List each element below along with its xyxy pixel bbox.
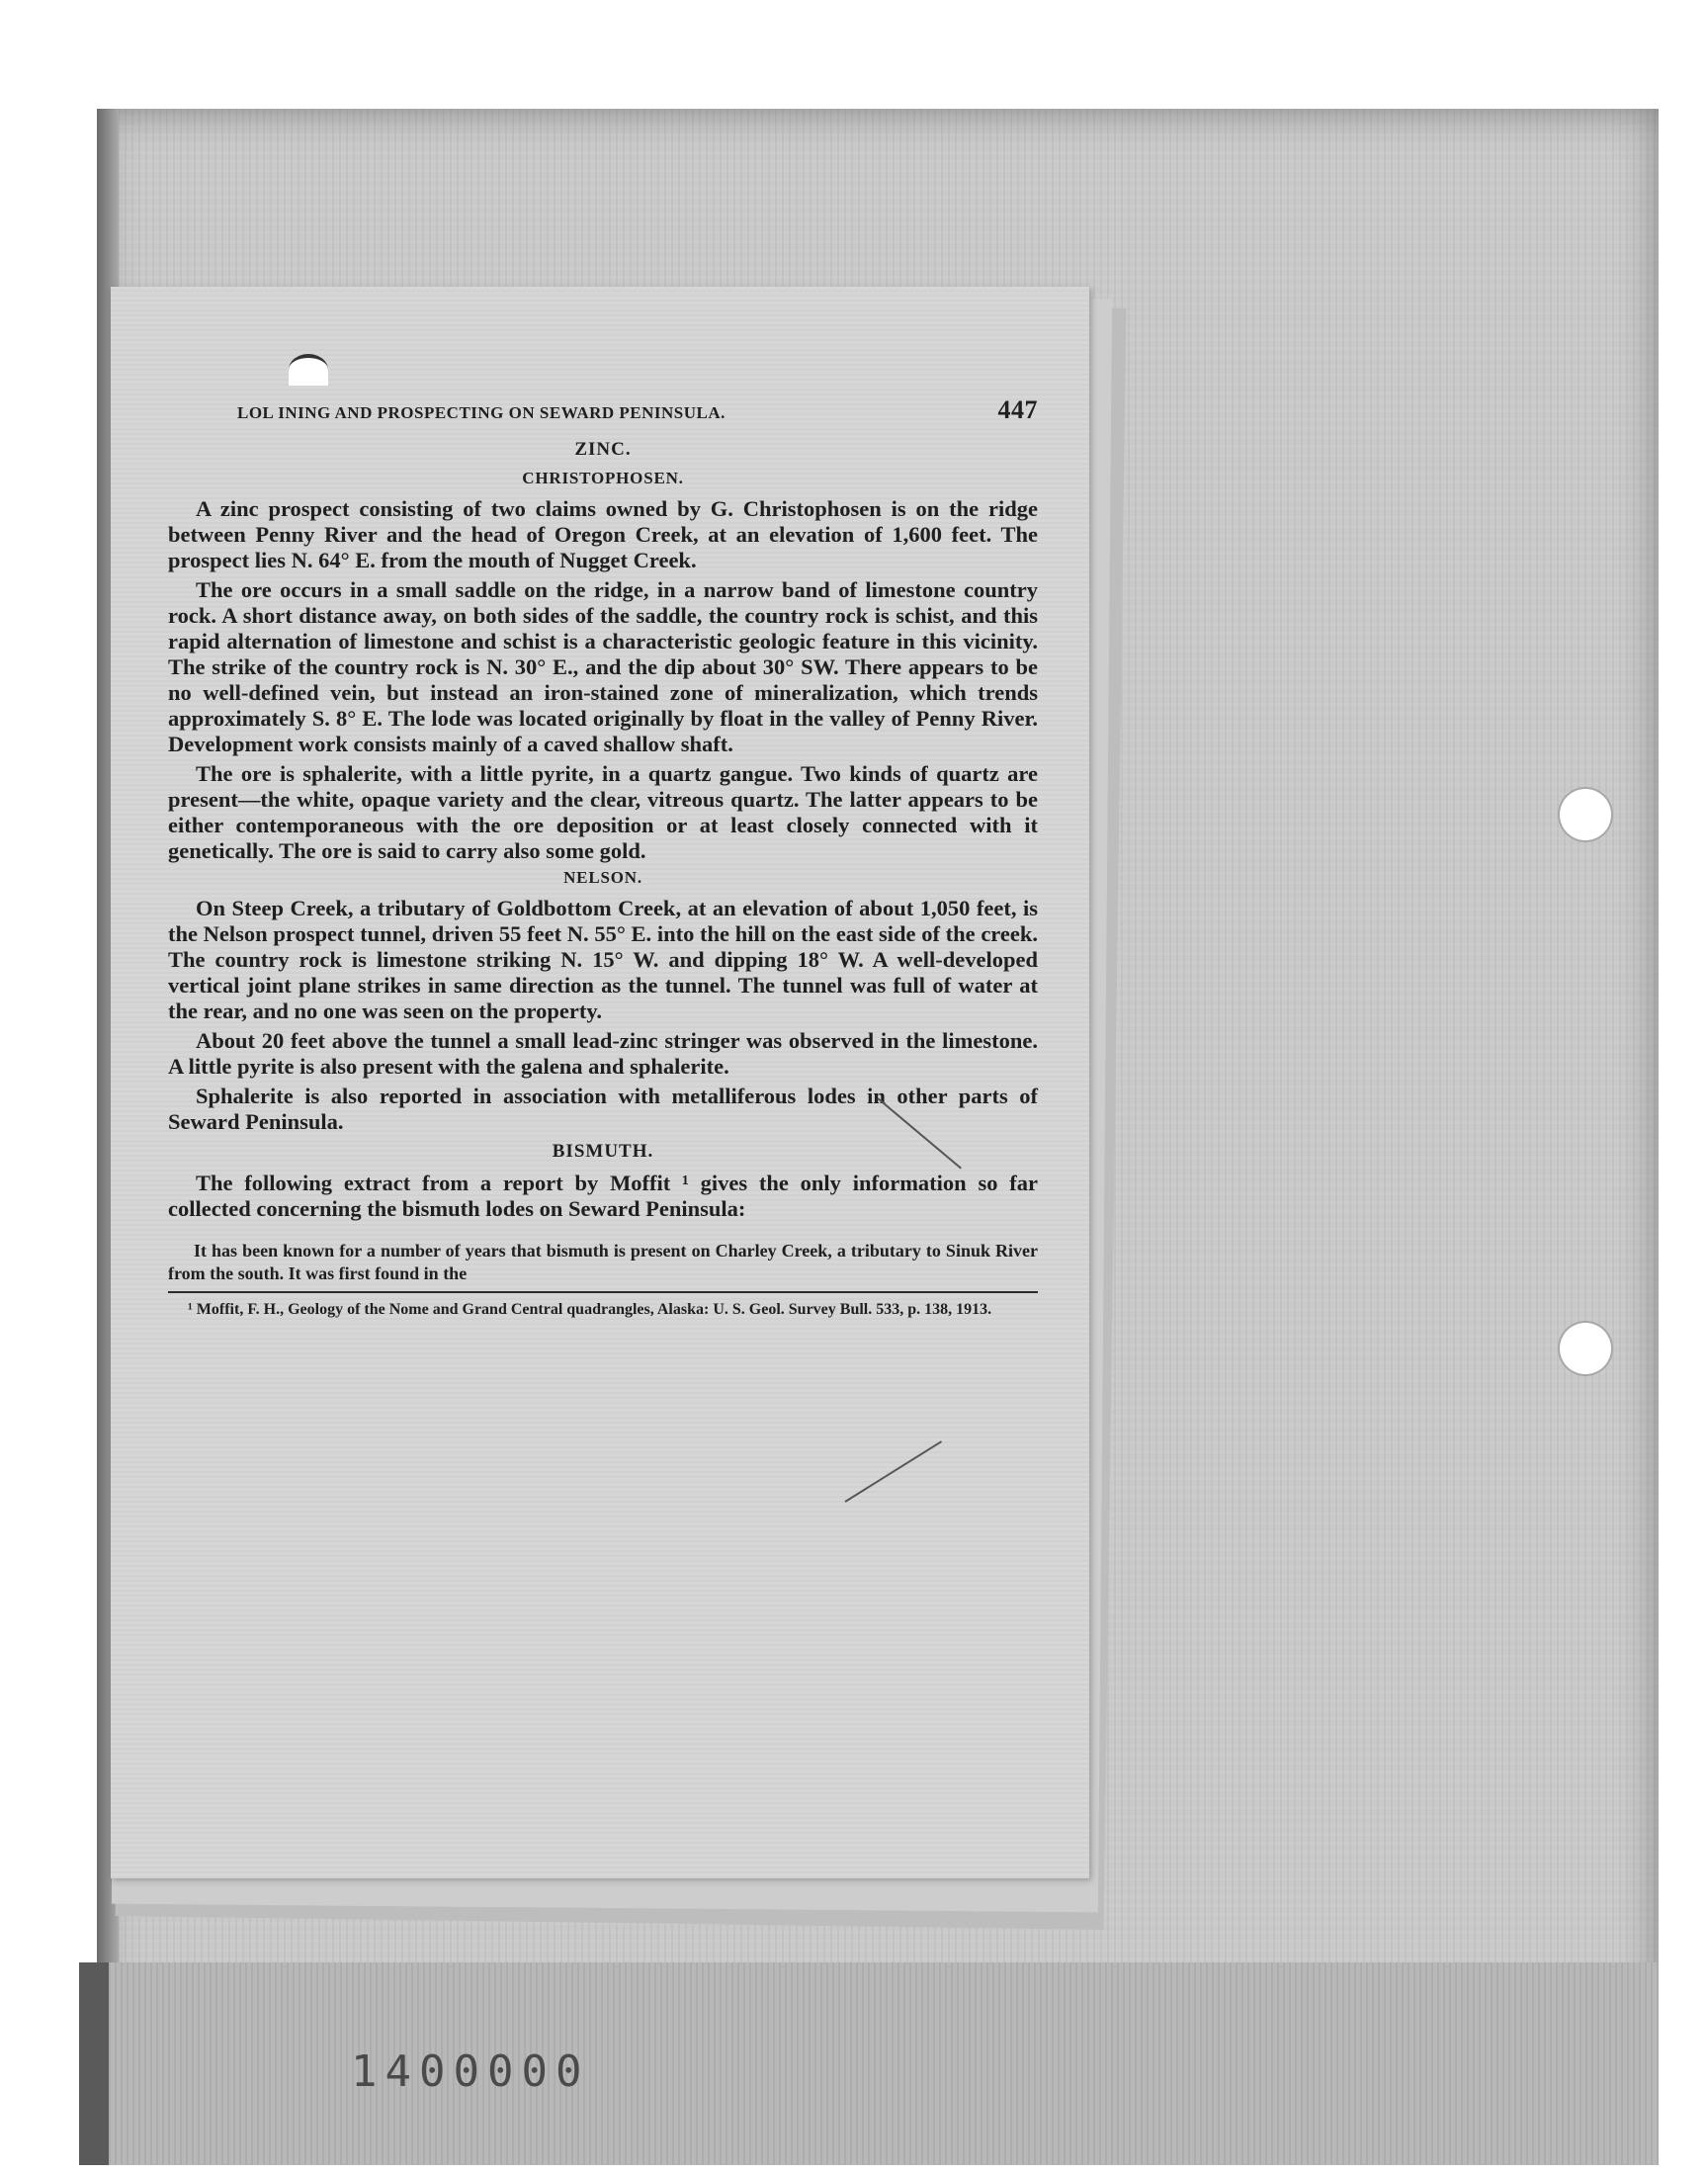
quoted-extract: It has been known for a number of years that bismuth is present on Charley Creek, a tributary to Sinuk River from the south. It was first found in the	[168, 1241, 1038, 1283]
sub-heading-christophosen: CHRISTOPHOSEN.	[522, 469, 684, 487]
punch-hole-lower	[1560, 1323, 1611, 1374]
paragraph: Sphalerite is also reported in association with metalliferous lodes in other parts of Seward Peninsula.	[168, 1084, 1038, 1134]
punch-notch	[289, 354, 328, 386]
backing-bottom-edge	[79, 1962, 109, 2165]
footnote-rule	[168, 1291, 1038, 1293]
paragraph: On Steep Creek, a tributary of Goldbottom Creek, at an elevation of about 1,050 feet, is the Nelson prospect tunnel, driven 55 feet N. 55° E. into the hill on the east side of the creek. The country rock is limestone striking N. 15° W. and dipping 18° W. A well-developed vertical joint plane strikes in same direction as the tunnel. The tunnel was full of water at the rear, and no one was seen on the property.	[168, 896, 1038, 1023]
paragraph: A zinc prospect consisting of two claims owned by G. Christophosen is on the ridge between Penny River and the head of Oregon Creek, at an elevation of 1,600 feet. The prospect lies N. 64° E. from the mouth of Nugget Creek.	[168, 496, 1038, 572]
stamp-number: 1400000	[351, 2046, 590, 2097]
page-folio: 447	[997, 395, 1038, 424]
section-heading-zinc: ZINC.	[574, 439, 632, 460]
sub-heading-nelson: NELSON.	[563, 868, 642, 887]
paragraph: About 20 feet above the tunnel a small lead-zinc stringer was observed in the limestone. A little pyrite is also present with the galena and sphalerite.	[168, 1028, 1038, 1079]
text-column	[168, 395, 1038, 1320]
running-head	[168, 395, 1038, 425]
running-head-title: LOL INING AND PROSPECTING ON SEWARD PENINSULA.	[237, 403, 726, 422]
punch-hole-upper	[1560, 789, 1611, 840]
backing-bottom-band	[79, 1962, 1659, 2165]
paragraph: The following extract from a report by Moffit ¹ gives the only information so far collected concerning the bismuth lodes on Seward Peninsula:	[168, 1171, 1038, 1221]
paragraph: The ore occurs in a small saddle on the ridge, in a narrow band of limestone country rock. A short distance away, on both sides of the saddle, the country rock is schist, and this rapid alternation of limestone and schist is a characteristic geologic feature in this vicinity. The strike of the country rock is N. 30° E., and the dip about 30° SW. There appears to be no well-defined vein, but instead an iron-stained zone of mineralization, which trends approximately S. 8° E. The lode was located originally by float in the valley of Penny River. Development work consists mainly of a caved shallow shaft.	[168, 577, 1038, 756]
footnote: ¹ Moffit, F. H., Geology of the Nome and Grand Central quadrangles, Alaska: U. S. Geol. Survey Bull. 533, p. 138, 1913.	[188, 1301, 992, 1318]
document-clipping	[111, 287, 1089, 1878]
paragraph: The ore is sphalerite, with a little pyrite, in a quartz gangue. Two kinds of quartz are present—the white, opaque variety and the clear, vitreous quartz. The latter appears to be either contemporaneous with the ore deposition or at least closely connected with it genetically. The ore is said to carry also some gold.	[168, 761, 1038, 863]
section-heading-bismuth: BISMUTH.	[552, 1141, 654, 1162]
